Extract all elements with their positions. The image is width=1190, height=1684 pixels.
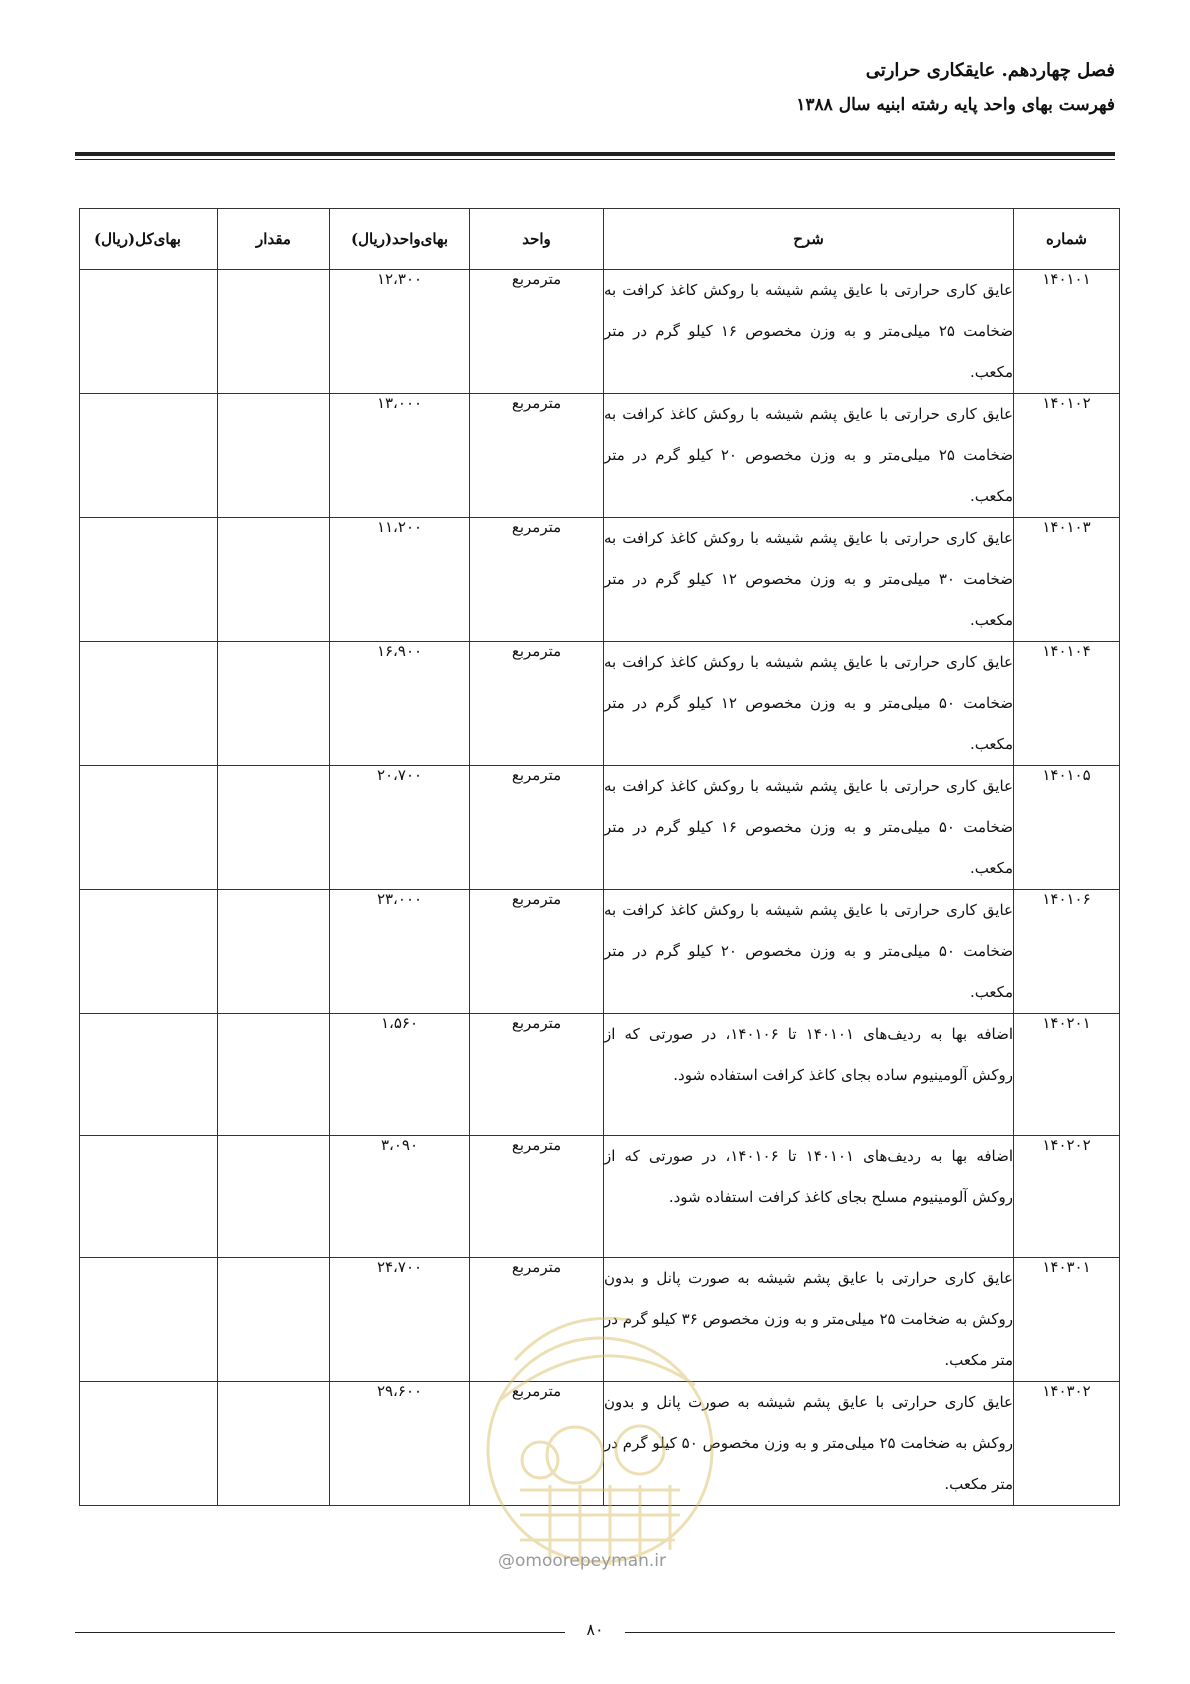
item-total [80, 890, 218, 1014]
item-unit: مترمربع [470, 766, 604, 890]
item-description: عایق کاری حرارتی با عایق پشم شیشه با روکش کاغذ کرافت به ضخامت ۲۵ میلی‌متر و به وزن مخصوص ۲۰ کیلو گرم در متر مکعب. [604, 394, 1014, 518]
item-number: ۱۴۰۱۰۳ [1014, 518, 1120, 642]
item-total [80, 642, 218, 766]
header-rule-thin [75, 159, 1115, 160]
table-row [80, 890, 1120, 1014]
header-unit-price: بهای‌واحد(ریال) [330, 209, 470, 270]
item-description: عایق کاری حرارتی با عایق پشم شیشه به صورت پانل و بدون روکش به ضخامت ۲۵ میلی‌متر و به وزن مخصوص ۳۶ کیلو گرم در متر مکعب. [604, 1258, 1014, 1382]
item-quantity [218, 394, 330, 518]
header-unit: واحد [470, 209, 604, 270]
document-subtitle: فهرست بهای واحد پایه رشته ابنیه سال ۱۳۸۸ [796, 95, 1115, 115]
item-unit: مترمربع [470, 394, 604, 518]
header-description: شرح [604, 209, 1014, 270]
item-number: ۱۴۰۱۰۱ [1014, 270, 1120, 394]
item-unit-price: ۱۳،۰۰۰ [330, 394, 470, 518]
price-table [79, 208, 1120, 1506]
item-unit-price: ۱۱،۲۰۰ [330, 518, 470, 642]
table-row [80, 1014, 1120, 1136]
item-unit-price: ۱۲،۳۰۰ [330, 270, 470, 394]
item-description: عایق کاری حرارتی با عایق پشم شیشه با روکش کاغذ کرافت به ضخامت ۵۰ میلی‌متر و به وزن مخصوص ۱۶ کیلو گرم در متر مکعب. [604, 766, 1014, 890]
page-number: ۸۰ [586, 1620, 604, 1639]
item-total [80, 394, 218, 518]
header-number: شماره [1014, 209, 1120, 270]
item-unit: مترمربع [470, 890, 604, 1014]
item-unit: مترمربع [470, 518, 604, 642]
table-row [80, 642, 1120, 766]
item-total [80, 1258, 218, 1382]
table-header-row [80, 209, 1120, 270]
table-row [80, 766, 1120, 890]
item-number: ۱۴۰۱۰۵ [1014, 766, 1120, 890]
page-header [796, 60, 1115, 115]
item-unit-price: ۱۶،۹۰۰ [330, 642, 470, 766]
item-unit: مترمربع [470, 642, 604, 766]
item-quantity [218, 270, 330, 394]
table-row [80, 270, 1120, 394]
table-row [80, 1136, 1120, 1258]
item-description: عایق کاری حرارتی با عایق پشم شیشه با روکش کاغذ کرافت به ضخامت ۳۰ میلی‌متر و به وزن مخصوص ۱۲ کیلو گرم در متر مکعب. [604, 518, 1014, 642]
table-row [80, 1258, 1120, 1382]
item-total [80, 766, 218, 890]
item-description: اضافه بها به ردیف‌های ۱۴۰۱۰۱ تا ۱۴۰۱۰۶، در صورتی که از روکش آلومینیوم مسلح بجای کاغذ کرافت استفاده شود. [604, 1136, 1014, 1258]
chapter-title: فصل چهاردهم. عایقکاری حرارتی [865, 60, 1115, 81]
item-number: ۱۴۰۱۰۶ [1014, 890, 1120, 1014]
item-number: ۱۴۰۱۰۴ [1014, 642, 1120, 766]
item-unit-price: ۲۹،۶۰۰ [330, 1382, 470, 1506]
table-row [80, 518, 1120, 642]
item-quantity [218, 1136, 330, 1258]
table-row [80, 1382, 1120, 1506]
header-quantity: مقدار [218, 209, 330, 270]
item-quantity [218, 1258, 330, 1382]
header-total-price: بهای‌کل(ریال) [80, 209, 218, 270]
item-description: عایق کاری حرارتی با عایق پشم شیشه با روکش کاغذ کرافت به ضخامت ۵۰ میلی‌متر و به وزن مخصوص ۱۲ کیلو گرم در متر مکعب. [604, 642, 1014, 766]
item-unit-price: ۲۰،۷۰۰ [330, 766, 470, 890]
item-total [80, 1136, 218, 1258]
item-number: ۱۴۰۳۰۲ [1014, 1382, 1120, 1506]
item-total [80, 1014, 218, 1136]
watermark-site: @omoorepeyman.ir [498, 1551, 667, 1571]
item-description: اضافه بها به ردیف‌های ۱۴۰۱۰۱ تا ۱۴۰۱۰۶، در صورتی که از روکش آلومینیوم ساده بجای کاغذ کرافت استفاده شود. [604, 1014, 1014, 1136]
item-quantity [218, 1014, 330, 1136]
item-number: ۱۴۰۲۰۱ [1014, 1014, 1120, 1136]
item-unit: مترمربع [470, 1014, 604, 1136]
item-quantity [218, 642, 330, 766]
item-total [80, 1382, 218, 1506]
item-unit: مترمربع [470, 270, 604, 394]
item-unit: مترمربع [470, 1258, 604, 1382]
item-quantity [218, 890, 330, 1014]
item-unit-price: ۳،۰۹۰ [330, 1136, 470, 1258]
header-rule-thick [75, 152, 1115, 156]
item-number: ۱۴۰۳۰۱ [1014, 1258, 1120, 1382]
item-description: عایق کاری حرارتی با عایق پشم شیشه با روکش کاغذ کرافت به ضخامت ۲۵ میلی‌متر و به وزن مخصوص ۱۶ کیلو گرم در متر مکعب. [604, 270, 1014, 394]
item-total [80, 518, 218, 642]
item-quantity [218, 766, 330, 890]
item-quantity [218, 1382, 330, 1506]
item-total [80, 270, 218, 394]
item-number: ۱۴۰۲۰۲ [1014, 1136, 1120, 1258]
item-description: عایق کاری حرارتی با عایق پشم شیشه با روکش کاغذ کرافت به ضخامت ۵۰ میلی‌متر و به وزن مخصوص ۲۰ کیلو گرم در متر مکعب. [604, 890, 1014, 1014]
item-unit: مترمربع [470, 1136, 604, 1258]
item-number: ۱۴۰۱۰۲ [1014, 394, 1120, 518]
footer-rule-left [75, 1632, 565, 1633]
item-quantity [218, 518, 330, 642]
footer-rule-right [625, 1632, 1115, 1633]
item-unit-price: ۲۴،۷۰۰ [330, 1258, 470, 1382]
item-unit-price: ۱،۵۶۰ [330, 1014, 470, 1136]
item-unit: مترمربع [470, 1382, 604, 1506]
item-unit-price: ۲۳،۰۰۰ [330, 890, 470, 1014]
item-description: عایق کاری حرارتی با عایق پشم شیشه به صورت پانل و بدون روکش به ضخامت ۲۵ میلی‌متر و به وزن مخصوص ۵۰ کیلو گرم در متر مکعب. [604, 1382, 1014, 1506]
table-row [80, 394, 1120, 518]
